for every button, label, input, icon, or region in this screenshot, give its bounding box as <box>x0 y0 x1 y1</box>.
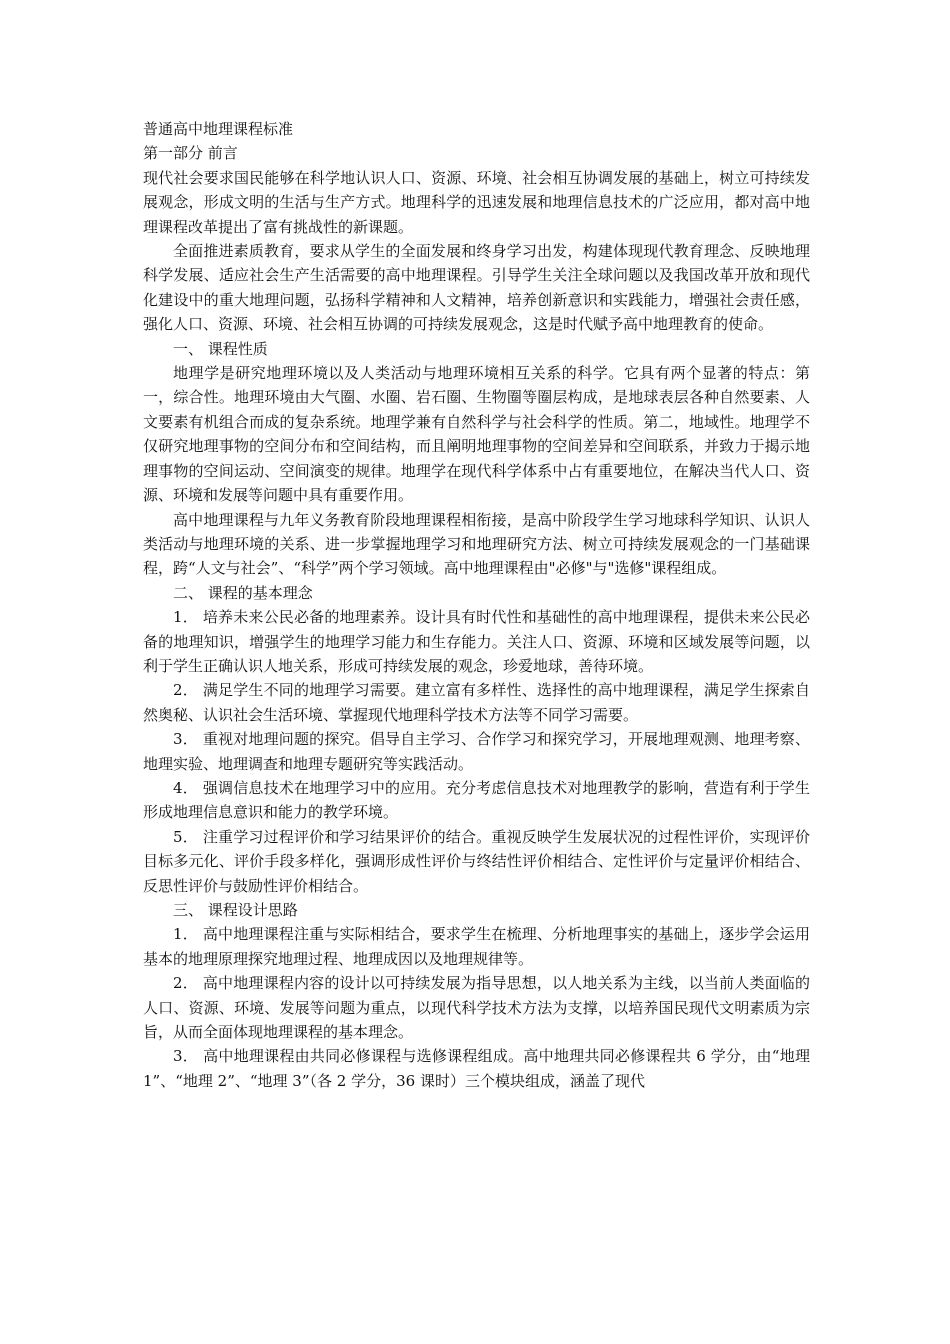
list-item: 5． 注重学习过程评价和学习结果评价的结合。重视反映学生发展状况的过程性评价，实现评价目标多元化、评价手段多样化，强调形成性评价与终结性评价相结合、定性评价与定量评价相结合、反思性评价与鼓励性评价相结合。 <box>143 827 810 895</box>
paragraph: 全面推进素质教育，要求从学生的全面发展和终身学习出发，构建体现现代教育理念、反映地理科学发展、适应社会生产生活需要的高中地理课程。引导学生关注全球问题以及我国改革开放和现代化建设中的重大地理问题，弘扬科学精神和人文精神，培养创新意识和实践能力，增强社会责任感，强化人口、资源、环境、社会相互协调的可持续发展观念，这是时代赋予高中地理教育的使命。 <box>143 242 810 334</box>
list-item: 1． 高中地理课程注重与实际相结合，要求学生在梳理、分析地理事实的基础上，逐步学会运用基本的地理原理探究地理过程、地理成因以及地理规律等。 <box>143 925 810 968</box>
list-item: 4． 强调信息技术在地理学习中的应用。充分考虑信息技术对地理教学的影响，营造有利于学生形成地理信息意识和能力的教学环境。 <box>143 778 810 822</box>
list-item: 3． 重视对地理问题的探究。倡导自主学习、合作学习和探究学习，开展地理观测、地理考察、地理实验、地理调查和地理专题研究等实践活动。 <box>143 730 810 773</box>
section-heading: 三、 课程设计思路 <box>173 901 298 919</box>
list-item: 3． 高中地理课程由共同必修课程与选修课程组成。高中地理共同必修课程共 6 学分，由“地理 1”、“地理 2”、“地理 3”（各 2 学分，36 课时）三个模块组成，涵盖了现代 <box>143 1047 810 1090</box>
list-item: 2． 高中地理课程内容的设计以可持续发展为指导思想，以人地关系为主线，以当前人类面临的人口、资源、环境、发展等问题为重点，以现代科学技术方法为支撑，以培养国民现代文明素质为宗旨，从而全面体现地理课程的基本理念。 <box>143 974 810 1042</box>
list-item: 2． 满足学生不同的地理学习需要。建立富有多样性、选择性的高中地理课程，满足学生探索自然奥秘、认识社会生活环境、掌握现代地理科学技术方法等不同学习需要。 <box>143 681 810 724</box>
paragraph: 高中地理课程与九年义务教育阶段地理课程相衔接，是高中阶段学生学习地球科学知识、认识人类活动与地理环境的关系、进一步掌握地理学习和地理研究方法、树立可持续发展观念的一门基础课程，跨“人文与社会”、“科学”两个学习领域。高中地理课程由"必修"与"选修"课程组成。 <box>143 510 810 578</box>
section-heading: 二、 课程的基本理念 <box>173 583 313 602</box>
section-heading: 一、 课程性质 <box>173 339 268 358</box>
document-title: 普通高中地理课程标准 <box>143 120 294 138</box>
document-body <box>143 117 810 1117</box>
list-item: 1． 培养未来公民必备的地理素养。设计具有时代性和基础性的高中地理课程，提供未来公民必备的地理知识，增强学生的地理学习能力和生存能力。关注人口、资源、环境和区域发展等问题，以利于学生正确认识人地关系，形成可持续发展的观念，珍爱地球，善待环境。 <box>143 608 810 675</box>
part-heading: 第一部分 前言 <box>143 144 238 163</box>
paragraph: 地理学是研究地理环境以及人类活动与地理环境相互关系的科学。它具有两个显著的特点：第一，综合性。地理环境由大气圈、水圈、岩石圈、生物圈等圈层构成，是地球表层各种自然要素、人文要素有机组合而成的复杂系统。地理学兼有自然科学与社会科学的性质。第二，地域性。地理学不仅研究地理事物的空间分布和空间结构，而且阐明地理事物的空间差异和空间联系，并致力于揭示地理事物的空间运动、空间演变的规律。地理学在现代科学体系中占有重要地位，在解决当代人口、资源、环境和发展等问题中具有重要作用。 <box>143 364 810 505</box>
paragraph: 现代社会要求国民能够在科学地认识人口、资源、环境、社会相互协调发展的基础上，树立可持续发展观念，形成文明的生活与生产方式。地理科学的迅速发展和地理信息技术的广泛应用，都对高中地理课程改革提出了富有挑战性的新课题。 <box>143 168 810 236</box>
